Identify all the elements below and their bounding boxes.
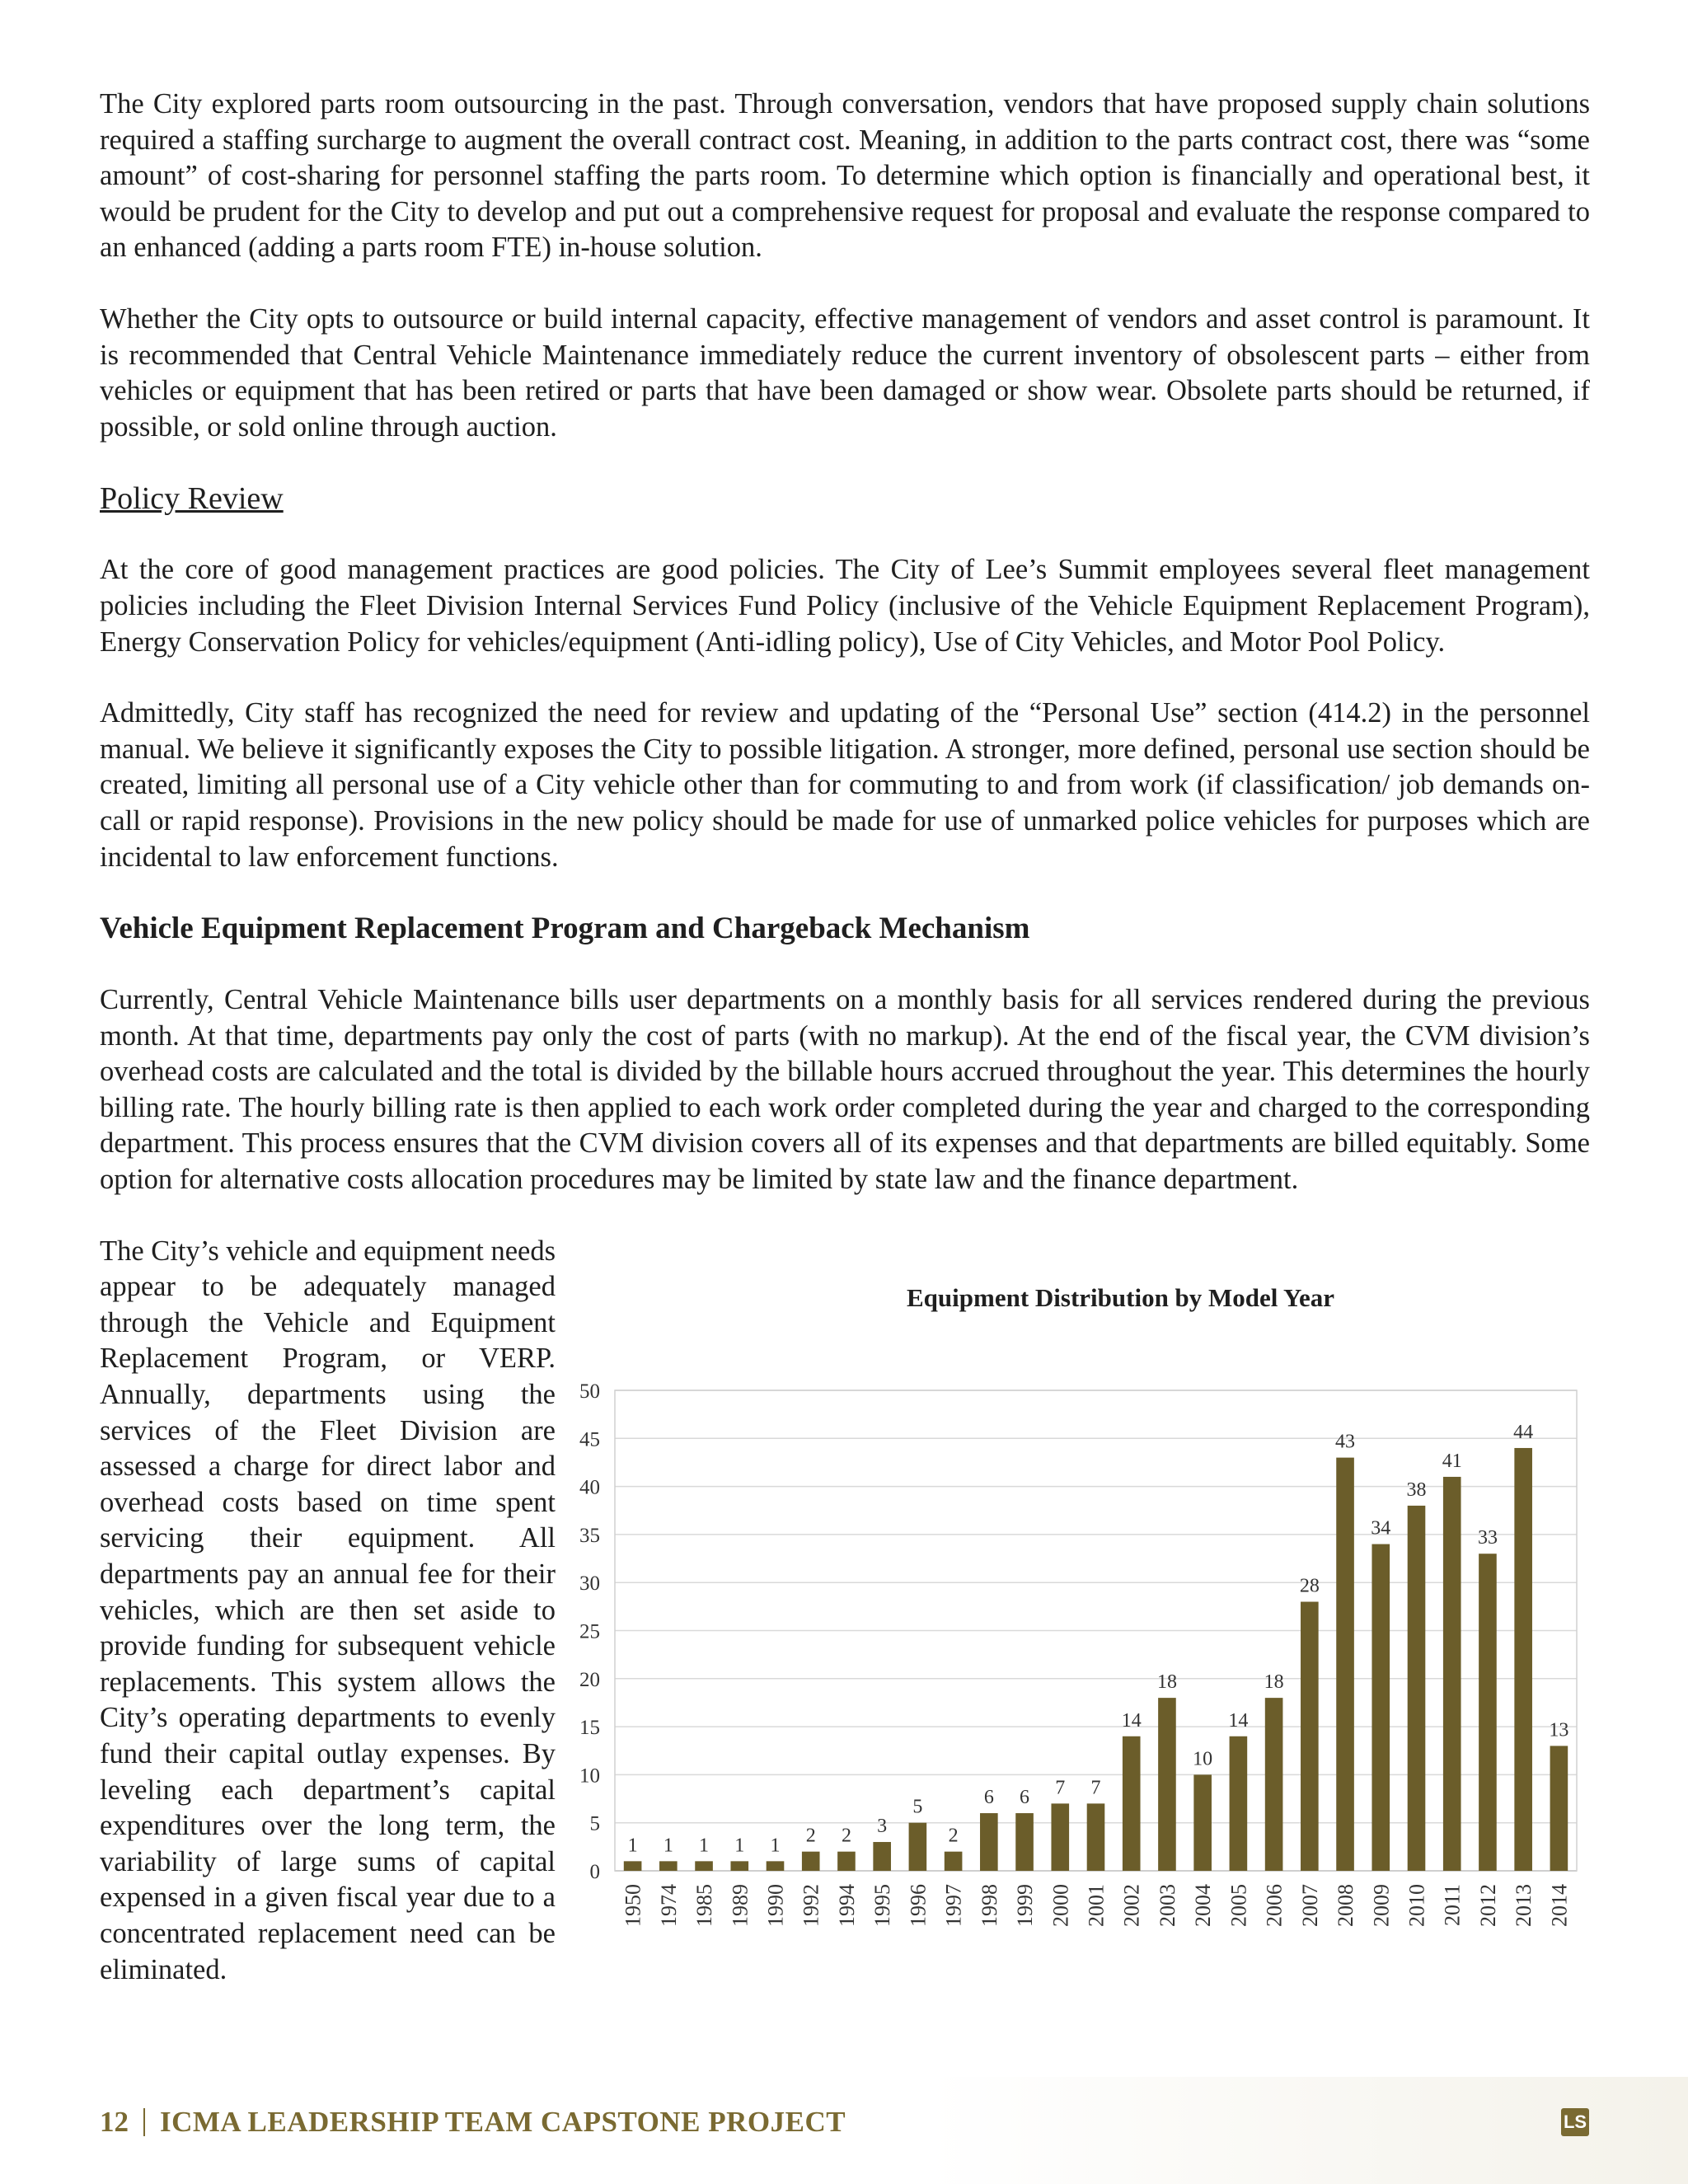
data-label: 10 [1193, 1748, 1213, 1770]
paragraph-parts-outsourcing: The City explored parts room outsourcing in the past. Through conversation, vendors that have proposed supply chain solutions required a staffing surcharge to augment the overall contract cost. Meaning, in addition to the parts contract cost, there was “some amount” of cost-sharing for personnel staffing the parts room. To determine which option is financially and operational best, it would be prudent for the City to develop and put out a comprehensive request for proposal and evaluate the response compared to an enhanced (adding a parts room FTE) in-house solution. [100, 88, 1590, 264]
x-tick-label: 2012 [1475, 1883, 1500, 1927]
x-tick-label: 1994 [834, 1883, 859, 1927]
footer-project-title: ICMA LEADERSHIP TEAM CAPSTONE PROJECT [160, 2106, 846, 2138]
x-tick-label: 2008 [1334, 1883, 1358, 1927]
y-tick-label: 5 [589, 1812, 600, 1835]
data-label: 1 [663, 1834, 673, 1856]
y-tick-label: 10 [579, 1765, 600, 1788]
bar [1230, 1736, 1248, 1870]
x-tick-label: 2006 [1262, 1883, 1287, 1927]
x-tick-label: 2013 [1512, 1883, 1536, 1927]
data-label: 14 [1228, 1709, 1249, 1732]
data-label: 13 [1549, 1719, 1569, 1741]
bar [1550, 1746, 1568, 1871]
x-tick-label: 1996 [906, 1883, 931, 1927]
data-label: 5 [912, 1796, 923, 1818]
y-tick-label: 15 [579, 1716, 600, 1739]
x-tick-label: 2005 [1226, 1883, 1251, 1927]
data-label: 2 [841, 1825, 851, 1847]
data-label: 7 [1055, 1777, 1066, 1799]
bar [1193, 1774, 1212, 1871]
data-label: 1 [770, 1834, 781, 1856]
x-tick-label: 1985 [692, 1883, 717, 1927]
data-label: 7 [1090, 1777, 1101, 1799]
x-tick-label: 1990 [763, 1883, 788, 1927]
equipment-chart-svg [578, 1234, 1590, 1975]
bar [1514, 1448, 1532, 1871]
data-label: 1 [734, 1834, 745, 1856]
paragraph-personal-use: Admittedly, City staff has recognized the need for review and updating of the “Personal Use” section (414.2) in the personnel manual. We believe it significantly exposes the City to possible litigation. A stronger, more defined, personal use section should be created, limiting all personal use of a City vehicle other than for commuting to and from work (if classification/ job demands on-call or rapid response). Provisions in the new policy should be made for use of unmarked police vehicles for purposes which are incidental to law enforcement functions. [100, 697, 1590, 873]
data-label: 38 [1406, 1479, 1427, 1501]
y-tick-label: 40 [579, 1476, 600, 1499]
bar [659, 1861, 678, 1871]
bar [802, 1851, 820, 1870]
x-tick-label: 2011 [1440, 1883, 1465, 1926]
data-label: 18 [1156, 1671, 1177, 1693]
bar [1372, 1544, 1390, 1870]
data-label: 2 [805, 1825, 816, 1847]
bar [1158, 1698, 1176, 1871]
y-tick-label: 0 [589, 1860, 600, 1883]
policy-review-heading: Policy Review [100, 481, 284, 517]
verp-two-column [100, 1234, 1590, 2058]
bar [945, 1851, 963, 1870]
x-tick-label: 2002 [1119, 1883, 1144, 1927]
x-tick-label: 2007 [1297, 1883, 1322, 1927]
data-label: 3 [877, 1815, 888, 1837]
data-label: 6 [1020, 1786, 1030, 1808]
footer-divider [143, 2108, 145, 2136]
data-label: 34 [1371, 1517, 1391, 1540]
x-tick-label: 1989 [728, 1883, 753, 1927]
bar [1051, 1803, 1069, 1871]
bar [1301, 1601, 1319, 1870]
x-tick-label: 2004 [1191, 1883, 1216, 1927]
bar [1087, 1803, 1105, 1871]
bar [1408, 1506, 1426, 1871]
y-tick-label: 20 [579, 1668, 600, 1691]
bar [1015, 1813, 1034, 1871]
bar [1123, 1736, 1141, 1870]
bar [1479, 1554, 1497, 1871]
x-tick-label: 1997 [941, 1883, 966, 1927]
data-label: 6 [983, 1786, 994, 1808]
data-label: 43 [1335, 1431, 1356, 1453]
bar [1265, 1698, 1283, 1871]
paragraph-policies: At the core of good management practices are good policies. The City of Lee’s Summit employees several fleet management policies including the Fleet Division Internal Services Fund Policy (inclusive of the Vehicle Equipment Replacement Program), Energy Conservation Policy for vehicles/equipment (Anti-idling policy), Use of City Vehicles, and Motor Pool Policy. [100, 554, 1590, 658]
bar [767, 1861, 785, 1871]
y-tick-label: 50 [579, 1380, 600, 1403]
data-label: 1 [699, 1834, 710, 1856]
chart-title: Equipment Distribution by Model Year [906, 1282, 1335, 1312]
bar [980, 1813, 998, 1871]
y-tick-label: 35 [579, 1524, 600, 1547]
page-footer [100, 2102, 846, 2143]
x-tick-label: 2010 [1404, 1883, 1429, 1927]
bar [624, 1861, 642, 1871]
y-tick-label: 25 [579, 1620, 600, 1643]
paragraph-billing: Currently, Central Vehicle Maintenance bills user departments on a monthly basis for all services rendered during the previous month. At that time, departments pay only the cost of parts (with no markup). At the end of the fiscal year, the CVM division’s overhead costs are calculated and the total is divided by the billable hours accrued throughout the year. This determines the hourly billing rate. The hourly billing rate is then applied to each work order completed during the year and charged to the corresponding department. This process ensures that the CVM division covers all of its expenses and that departments are billed equitably. Some option for alternative costs allocation procedures may be limited by state law and the finance department. [100, 984, 1590, 1196]
bar [909, 1822, 927, 1870]
data-label: 33 [1477, 1526, 1498, 1549]
x-tick-label: 2001 [1084, 1883, 1109, 1927]
x-tick-label: 1999 [1013, 1883, 1038, 1927]
x-tick-label: 1992 [799, 1883, 823, 1927]
data-label: 1 [627, 1834, 638, 1856]
equipment-chart [578, 1234, 1590, 1975]
y-tick-label: 30 [579, 1572, 600, 1595]
bar [873, 1842, 891, 1871]
x-tick-label: 1995 [870, 1883, 895, 1927]
data-label: 18 [1264, 1671, 1284, 1693]
data-label: 2 [948, 1825, 959, 1847]
data-label: 28 [1299, 1575, 1320, 1597]
paragraph-vendor-management: Whether the City opts to outsource or build internal capacity, effective management of vendors and asset control is paramount. It is recommended that Central Vehicle Maintenance immediately reduce the current inventory of obsolescent parts – either from vehicles or equipment that has been retired or parts that have been damaged or show wear. Obsolete parts should be returned, if possible, or sold online through auction. [100, 302, 1590, 443]
y-tick-label: 45 [579, 1427, 600, 1451]
bar [1443, 1477, 1461, 1871]
bar [730, 1861, 748, 1871]
verp-section-heading: Vehicle Equipment Replacement Program and Chargeback Mechanism [100, 912, 1030, 946]
x-tick-label: 2000 [1048, 1883, 1073, 1927]
bar [1336, 1457, 1354, 1870]
verp-side-text [100, 1234, 556, 1988]
x-tick-label: 2014 [1547, 1883, 1572, 1927]
bar [695, 1861, 713, 1871]
x-tick-label: 1998 [977, 1883, 1001, 1927]
paragraph-verp: The City’s vehicle and equipment needs appear to be adequately managed through the Vehicle and Equipment Replacement Program, or VERP. Annually, departments using the services of the Fleet Division are assessed a charge for direct labor and overhead costs based on time spent servicing their equipment. All departments pay an annual fee for their vehicles, which are then set aside to provide funding for subsequent vehicle replacements. This system allows the City’s operating departments to evenly fund their capital outlay expenses. By leveling each department’s capital expenditures over the long term, the variability of large sums of capital expensed in a given fiscal year due to a concentrated replacement need can be eliminated. [100, 1235, 556, 1985]
data-label: 41 [1442, 1450, 1462, 1472]
page-number: 12 [100, 2106, 129, 2138]
page-content [100, 87, 1590, 2058]
x-tick-label: 2003 [1155, 1883, 1179, 1927]
ls-logo-icon: LS [1561, 2108, 1589, 2136]
data-label: 44 [1513, 1421, 1534, 1443]
data-label: 14 [1121, 1709, 1142, 1732]
bar [837, 1851, 856, 1870]
x-tick-label: 2009 [1369, 1883, 1394, 1927]
x-tick-label: 1974 [656, 1883, 681, 1927]
x-tick-label: 1950 [621, 1883, 645, 1927]
